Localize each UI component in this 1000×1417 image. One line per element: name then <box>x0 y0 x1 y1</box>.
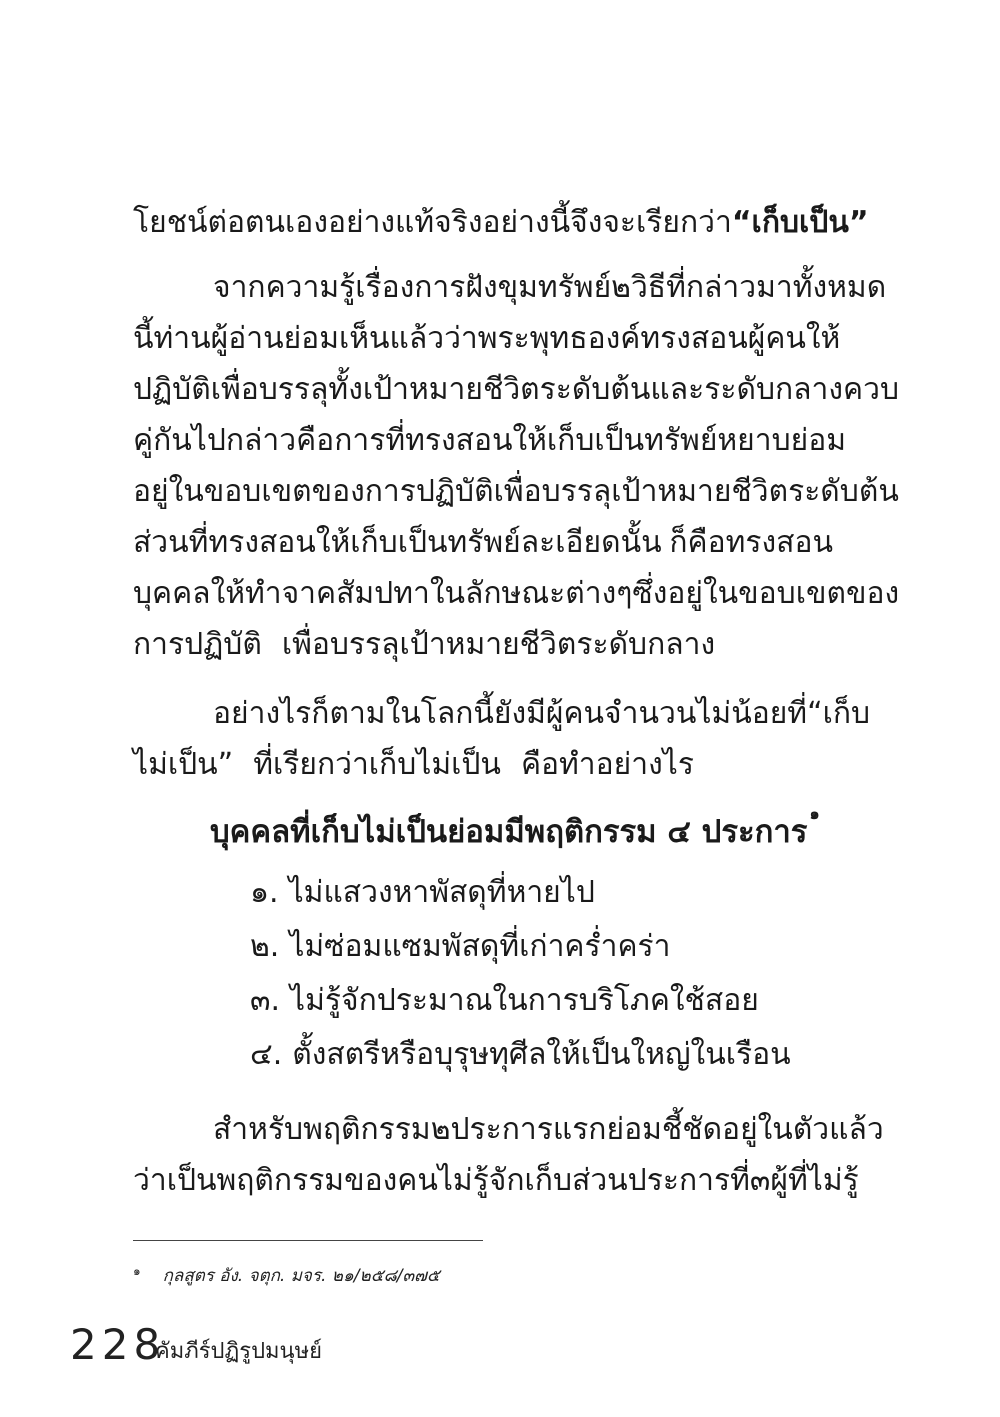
text-line <box>133 466 899 517</box>
text-word: กล่าวคือ <box>225 423 335 458</box>
text-word: จากความรู้เรื่องการฝังขุมทรัพย์ <box>213 270 612 305</box>
text-word: และระดับกลางควบ <box>650 372 899 407</box>
text-word: ท่านผู้อ่านย่อมเห็นแล้วว่า <box>153 321 478 356</box>
section-heading <box>210 806 820 856</box>
text-word: ไม่เป็น” <box>133 747 234 782</box>
list-item <box>250 974 791 1028</box>
text-word: คู่กันไป <box>133 423 226 458</box>
paragraph-3 <box>133 1104 884 1206</box>
text-word: สำหรับพฤติกรรม <box>213 1112 431 1147</box>
list-item <box>250 866 791 920</box>
text-word: ที่เรียกว่าเก็บไม่เป็น <box>253 747 501 782</box>
text-word: ๓ <box>749 1163 771 1198</box>
text-word: อย่างไรก็ตาม <box>213 696 386 731</box>
list-text: ไม่รู้จักประมาณในการบริโภคใช้สอย <box>290 983 759 1018</box>
book-title: คัมภีร์ปฏิรูปมนุษย์ <box>155 1339 322 1364</box>
text-word: การปฏิบัติ <box>133 627 262 662</box>
text-word: ประการแรก <box>450 1112 607 1147</box>
footnote-text: กุลสูตร อัง. จตุก. มจร. ๒๑/๒๕๘/๓๗๕ <box>162 1266 440 1286</box>
text-word: ว่าเป็นพฤติกรรมของคนไม่รู้จักเก็บ <box>133 1163 573 1198</box>
text-word: “เก็บ <box>807 696 871 731</box>
behavior-list <box>250 866 791 1082</box>
text-word: ย่อมชี้ชัดอยู่ในตัวแล้ว <box>606 1112 884 1147</box>
list-number: ๓. <box>250 983 281 1018</box>
text-word: คือทำอย่างไร <box>520 747 694 782</box>
list-text: ตั้งสตรีหรือบุรุษทุศีลให้เป็นใหญ่ในเรือน <box>292 1037 791 1072</box>
text-word: ที่กล่าวมาทั้งหมด <box>666 270 887 305</box>
text-word: พระพุทธองค์ทรงสอนผู้คนให้ <box>477 321 841 356</box>
text-word: ย่อม <box>790 423 847 458</box>
text-word: อย่างนี้จึงจะเรียกว่า <box>482 205 732 240</box>
footnote-mark: ๑ <box>133 1264 141 1278</box>
text-line <box>133 688 871 739</box>
text-word: ผู้ที่ไม่รู้ <box>770 1163 859 1198</box>
text-word: การที่ทรงสอนให้เก็บเป็นทรัพย์หยาบ <box>334 423 791 458</box>
list-text: ไม่แสวงหาพัสดุที่หายไป <box>288 875 595 910</box>
text-word: ๒ <box>611 270 631 305</box>
text-word: เพื่อบรรลุเป้าหมายชีวิตระดับต้น <box>493 474 899 509</box>
text-word: ก็คือทรงสอน <box>669 525 833 560</box>
text-line <box>133 1155 859 1206</box>
text-word: วิธี <box>630 270 667 305</box>
text-word: เพื่อบรรลุทั้งเป้าหมายชีวิตระดับต้น <box>210 372 651 407</box>
text-word: ซึ่งอยู่ในขอบเขตของ <box>632 576 900 611</box>
text-line <box>133 568 900 619</box>
paragraph-continuation <box>133 197 869 248</box>
list-item <box>250 1028 791 1082</box>
text-word: เพื่อบรรลุเป้าหมายชีวิตระดับกลาง <box>281 627 716 662</box>
heading-text: บุคคลที่เก็บไม่เป็นย่อมมีพฤติกรรม ๔ ประการ <box>210 814 808 850</box>
emphasis-text: “เก็บเป็น” <box>731 205 869 240</box>
text-line <box>133 313 841 364</box>
text-word: บุคคลให้ทำจาคสัมปทาในลักษณะต่างๆ <box>133 576 633 611</box>
text-line <box>133 262 887 313</box>
text-line <box>133 1104 884 1155</box>
text-line <box>133 364 899 415</box>
text-word: อยู่ในขอบเขตของการปฏิบัติ <box>133 474 494 509</box>
paragraph-1 <box>133 262 900 670</box>
text-word: นี้ <box>133 321 154 356</box>
list-item <box>250 920 791 974</box>
text-line <box>133 739 833 790</box>
list-number: ๑. <box>250 875 279 910</box>
footnote-ref[interactable]: ๑ <box>809 804 820 823</box>
text-word: ส่วนประการที่ <box>572 1163 750 1198</box>
list-number: ๒. <box>250 929 280 964</box>
text-word: ในโลกนี้ยังมีผู้คนจำนวนไม่น้อยที่ <box>385 696 808 731</box>
list-number: ๔. <box>250 1037 283 1072</box>
footnote <box>133 1262 440 1289</box>
text-word: ปฏิบัติ <box>133 372 211 407</box>
page-number: 228 <box>70 1320 166 1369</box>
text-line <box>133 197 869 248</box>
text-word: ส่วนที่ทรงสอนให้เก็บเป็นทรัพย์ละเอียดนั้น <box>133 525 662 560</box>
footnote-divider <box>133 1240 483 1241</box>
text-word: ๒ <box>430 1112 451 1147</box>
text-line <box>133 619 833 670</box>
paragraph-2 <box>133 688 871 790</box>
list-text: ไม่ซ่อมแซมพัสดุที่เก่าคร่ำคร่า <box>289 929 671 964</box>
text-line <box>133 517 833 568</box>
text-line <box>133 415 847 466</box>
text-word: โยชน์ต่อตนเองอย่างแท้จริง <box>133 205 483 240</box>
